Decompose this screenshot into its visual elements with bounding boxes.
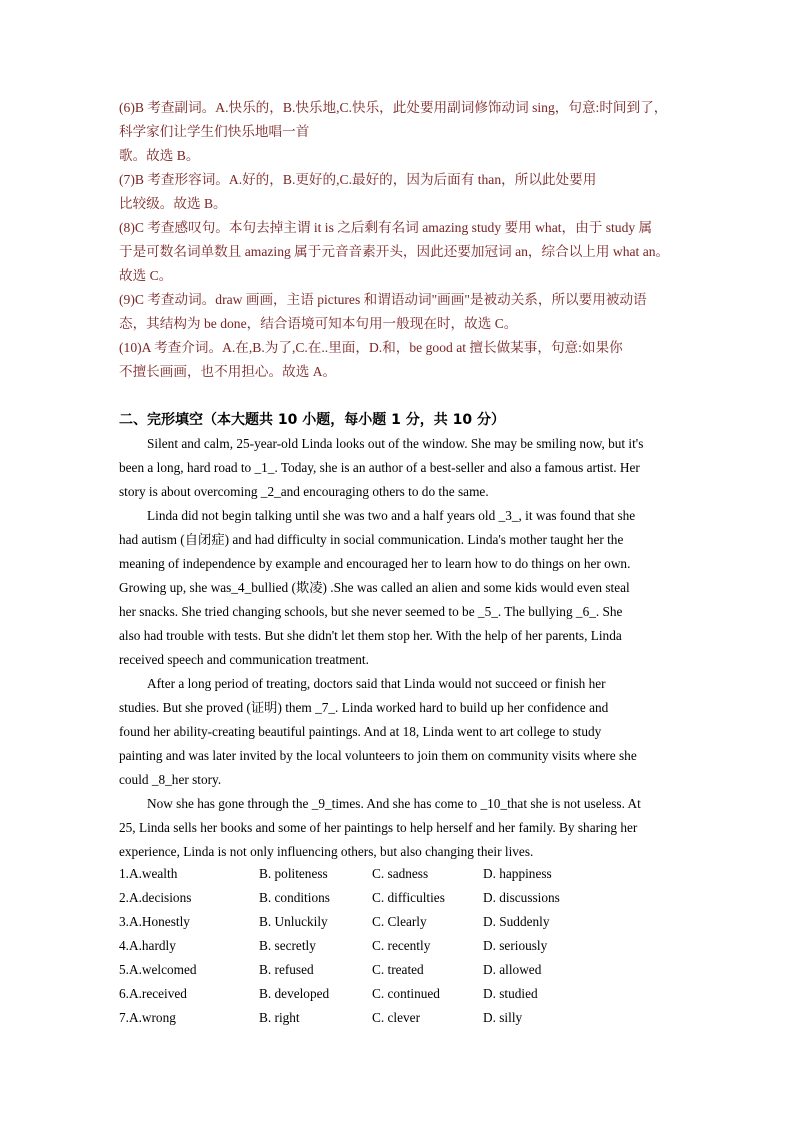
explanation-line: (9)C 考查动词。draw 画画，主语 pictures 和谓语动词"画画"是被动关系，所以要用被动语 xyxy=(119,292,647,307)
option-row xyxy=(119,958,679,982)
passage-line: Linda did not begin talking until she was two and a half years old _3_, it was found that she xyxy=(147,508,636,523)
answer-options xyxy=(119,862,679,1030)
passage-line: Growing up, she was_4_bullied (欺凌) .She was called an alien and some kids would even steal xyxy=(119,580,630,595)
option-b: B. right xyxy=(259,1010,300,1025)
explanation-line: 比较级。故选 B。 xyxy=(119,196,227,211)
option-row xyxy=(119,886,679,910)
passage-line: studies. But she proved (证明) them _7_. Linda worked hard to build up her confidence and xyxy=(119,700,609,715)
option-b: B. refused xyxy=(259,962,314,977)
option-row xyxy=(119,934,679,958)
explanation-line: (8)C 考查感叹句。本句去掉主谓 it is 之后剩有名词 amazing study 要用 what，由于 study 属 xyxy=(119,220,653,235)
option-row xyxy=(119,1006,679,1030)
option-c: C. Clearly xyxy=(372,914,427,929)
explanation-line: (6)B 考查副词。A.快乐的，B.快乐地,C.快乐，此处要用副词修饰动词 sing，句意:时间到了， xyxy=(119,100,668,115)
option-a: 2.A.decisions xyxy=(119,890,192,905)
option-c: C. recently xyxy=(372,938,431,953)
option-row xyxy=(119,910,679,934)
option-a: 4.A.hardly xyxy=(119,938,176,953)
cloze-passage xyxy=(119,432,675,864)
passage-line: her snacks. She tried changing schools, but she never seemed to be _5_. The bullying _6_. She xyxy=(119,604,623,619)
option-c: C. difficulties xyxy=(372,890,445,905)
option-d: D. happiness xyxy=(483,866,552,881)
option-b: B. secretly xyxy=(259,938,316,953)
option-b: B. politeness xyxy=(259,866,328,881)
passage-line: story is about overcoming _2_and encouraging others to do the same. xyxy=(119,484,489,499)
option-d: D. seriously xyxy=(483,938,548,953)
passage-line: After a long period of treating, doctors said that Linda would not succeed or finish her xyxy=(147,676,606,691)
passage-line: Silent and calm, 25-year-old Linda looks out of the window. She may be smiling now, but it's xyxy=(147,436,644,451)
passage-line: found her ability-creating beautiful paintings. And at 18, Linda went to art college to study xyxy=(119,724,602,739)
passage-line: Now she has gone through the _9_times. And she has come to _10_that she is not useless. At xyxy=(147,796,641,811)
explanation-line: 歌。故选 B。 xyxy=(119,148,200,163)
passage-line: meaning of independence by example and encouraged her to learn how to do things on her own. xyxy=(119,556,631,571)
passage-line: experience, Linda is not only influencing others, but also changing their lives. xyxy=(119,844,534,859)
passage-line: could _8_her story. xyxy=(119,772,222,787)
option-d: D. Suddenly xyxy=(483,914,550,929)
option-a: 1.A.wealth xyxy=(119,866,178,881)
option-d: D. allowed xyxy=(483,962,542,977)
option-d: D. studied xyxy=(483,986,538,1001)
option-b: B. Unluckily xyxy=(259,914,328,929)
passage-line: received speech and communication treatment. xyxy=(119,652,369,667)
explanation-line: (7)B 考查形容词。A.好的，B.更好的,C.最好的，因为后面有 than，所以此处要用 xyxy=(119,172,597,187)
option-b: B. developed xyxy=(259,986,330,1001)
explanation-line: 故选 C。 xyxy=(119,268,173,283)
option-d: D. discussions xyxy=(483,890,560,905)
option-c: C. clever xyxy=(372,1010,420,1025)
explanation-line: 不擅长画画，也不用担心。故选 A。 xyxy=(119,364,337,379)
option-row xyxy=(119,982,679,1006)
option-c: C. continued xyxy=(372,986,440,1001)
passage-line: also had trouble with tests. But she didn't let them stop her. With the help of her parents, Linda xyxy=(119,628,622,643)
section-title: 二、完形填空（本大题共 10 小题，每小题 1 分，共 10 分） xyxy=(119,412,505,428)
explanation-line: 于是可数名词单数且 amazing 属于元音音素开头，因此还要加冠词 an，综合以上用 what an。 xyxy=(119,244,670,259)
passage-line: been a long, hard road to _1_. Today, she is an author of a best-seller and also a famous artist. Her xyxy=(119,460,640,475)
answer-explanations xyxy=(119,96,687,384)
explanation-line: 科学家们让学生们快乐地唱一首 xyxy=(119,124,310,139)
option-c: C. sadness xyxy=(372,866,429,881)
option-a: 3.A.Honestly xyxy=(119,914,190,929)
option-row xyxy=(119,862,679,886)
option-a: 6.A.received xyxy=(119,986,187,1001)
option-c: C. treated xyxy=(372,962,424,977)
explanation-line: (10)A 考查介词。A.在,B.为了,C.在..里面，D.和，be good at 擅长做某事，句意:如果你 xyxy=(119,340,623,355)
passage-line: painting and was later invited by the local volunteers to join them on community visits where she xyxy=(119,748,637,763)
explanation-line: 态，其结构为 be done，结合语境可知本句用一般现在时，故选 C。 xyxy=(119,316,518,331)
option-a: 5.A.welcomed xyxy=(119,962,197,977)
option-b: B. conditions xyxy=(259,890,330,905)
option-a: 7.A.wrong xyxy=(119,1010,176,1025)
option-d: D. silly xyxy=(483,1010,523,1025)
passage-line: had autism (自闭症) and had difficulty in social communication. Linda's mother taught her the xyxy=(119,532,624,547)
passage-line: 25, Linda sells her books and some of her paintings to help herself and her family. By sharing her xyxy=(119,820,638,835)
